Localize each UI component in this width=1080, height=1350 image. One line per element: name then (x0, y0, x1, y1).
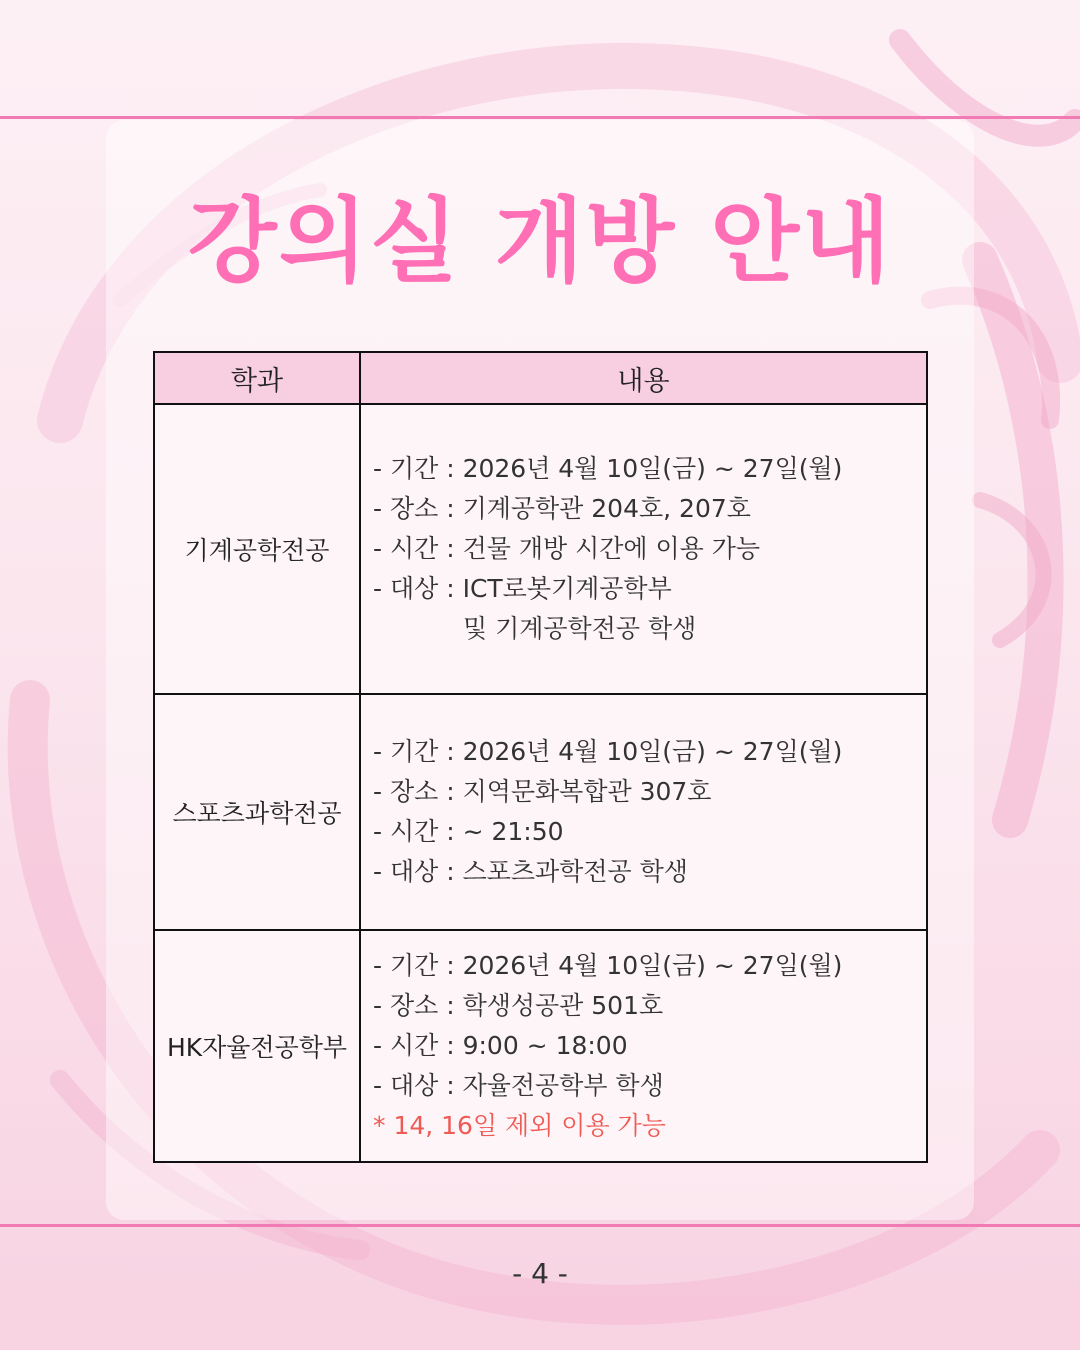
time-line: - 시간 : 9:00 ~ 18:00 (373, 1031, 628, 1060)
table-row (154, 930, 927, 1162)
schedule-table (153, 351, 928, 1163)
page-number: - 4 - (512, 1257, 568, 1290)
table-row (154, 694, 927, 930)
header-dept: 학과 (154, 352, 360, 404)
dept-cell: 기계공학전공 (154, 404, 360, 694)
table-header-row (154, 352, 927, 404)
location-line: - 장소 : 기계공학관 204호, 207호 (373, 494, 751, 523)
period-line: - 기간 : 2026년 4월 10일(금) ~ 27일(월) (373, 951, 843, 980)
dept-cell: HK자율전공학부 (154, 930, 360, 1162)
top-divider (0, 116, 1080, 119)
content-cell (360, 404, 927, 694)
target-line: - 대상 : 스포츠과학전공 학생 (373, 857, 688, 886)
time-line: - 시간 : 건물 개방 시간에 이용 가능 (373, 534, 761, 563)
page-title: 강의실 개방 안내 (187, 188, 893, 295)
dept-cell: 스포츠과학전공 (154, 694, 360, 930)
table-row (154, 404, 927, 694)
target-line: - 대상 : 자율전공학부 학생 (373, 1071, 664, 1100)
time-line: - 시간 : ~ 21:50 (373, 817, 564, 846)
exception-note: * 14, 16일 제외 이용 가능 (373, 1111, 666, 1140)
location-line: - 장소 : 학생성공관 501호 (373, 991, 664, 1020)
location-line: - 장소 : 지역문화복합관 307호 (373, 777, 712, 806)
header-content: 내용 (360, 352, 927, 404)
period-line: - 기간 : 2026년 4월 10일(금) ~ 27일(월) (373, 737, 843, 766)
target-line-continued: 및 기계공학전공 학생 (463, 614, 697, 643)
content-cell (360, 930, 927, 1162)
content-cell (360, 694, 927, 930)
period-line: - 기간 : 2026년 4월 10일(금) ~ 27일(월) (373, 454, 843, 483)
bottom-divider (0, 1224, 1080, 1227)
target-line: - 대상 : ICT로봇기계공학부 (373, 574, 672, 603)
